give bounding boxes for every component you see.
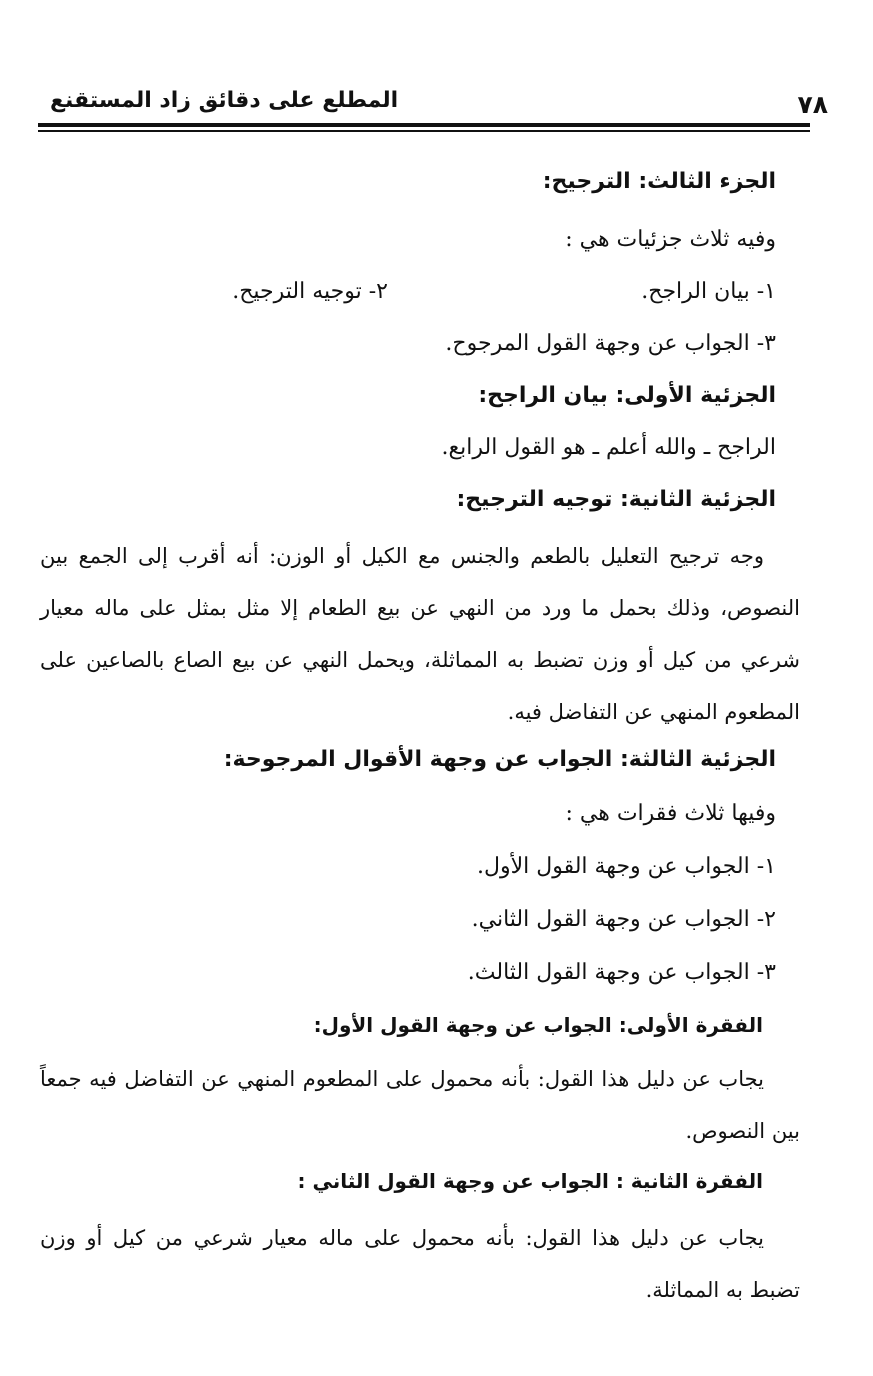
list-item: ٢- الجواب عن وجهة القول الثاني. (471, 907, 776, 932)
running-title: المطلع على دقائق زاد المستقنع (50, 88, 399, 113)
paragraph-heading: الفقرة الأولى: الجواب عن وجهة القول الأول: (313, 1013, 763, 1037)
subsection-heading: الجزئية الثالثة: الجواب عن وجهة الأقوال المرجوحة: (223, 747, 776, 772)
section-intro: وفيها ثلاث فقرات هي : (565, 801, 776, 826)
page-number: ٧٨ (797, 90, 828, 119)
list-item: ٣- الجواب عن وجهة القول الثالث. (467, 960, 776, 985)
paragraph-heading: الفقرة الثانية : الجواب عن وجهة القول الثاني : (297, 1169, 763, 1193)
list-item: ٢- توجيه الترجيح. (232, 279, 388, 304)
paragraph: الراجح ـ والله أعلم ـ هو القول الرابع. (441, 435, 776, 460)
subsection-heading: الجزئية الثانية: توجيه الترجيح: (456, 487, 776, 512)
subsection-heading: الجزئية الأولى: بيان الراجح: (478, 383, 776, 408)
section-heading: الجزء الثالث: الترجيح: (542, 169, 776, 194)
paragraph: يجاب عن دليل هذا القول: بأنه محمول على ماله معيار شرعي من كيل أو وزن تضبط به المماثلة. (40, 1226, 800, 1302)
paragraph: يجاب عن دليل هذا القول: بأنه محمول على المطعوم المنهي عن التفاضل فيه جمعاً بين النصوص. (40, 1067, 800, 1143)
header-rule-thin (38, 130, 810, 132)
list-item: ٣- الجواب عن وجهة القول المرجوح. (445, 331, 776, 356)
list-item: ١- الجواب عن وجهة القول الأول. (476, 854, 776, 879)
list-item: ١- بيان الراجح. (641, 279, 776, 304)
section-intro: وفيه ثلاث جزئيات هي : (565, 227, 776, 252)
paragraph: وجه ترجيح التعليل بالطعم والجنس مع الكيل أو الوزن: أنه أقرب إلى الجمع بين النصوص، وذلك بحمل ما ورد من النهي عن بيع الطعام إلا مثل بمثل على ماله معيار شرعي من كيل أو وزن تضبط به المماثلة، ويحمل النهي عن بيع الصاع بالصاعين على المطعوم المنهي عن التفاضل فيه. (40, 544, 800, 724)
header-rule-thick (38, 123, 810, 127)
page-header (38, 86, 828, 126)
